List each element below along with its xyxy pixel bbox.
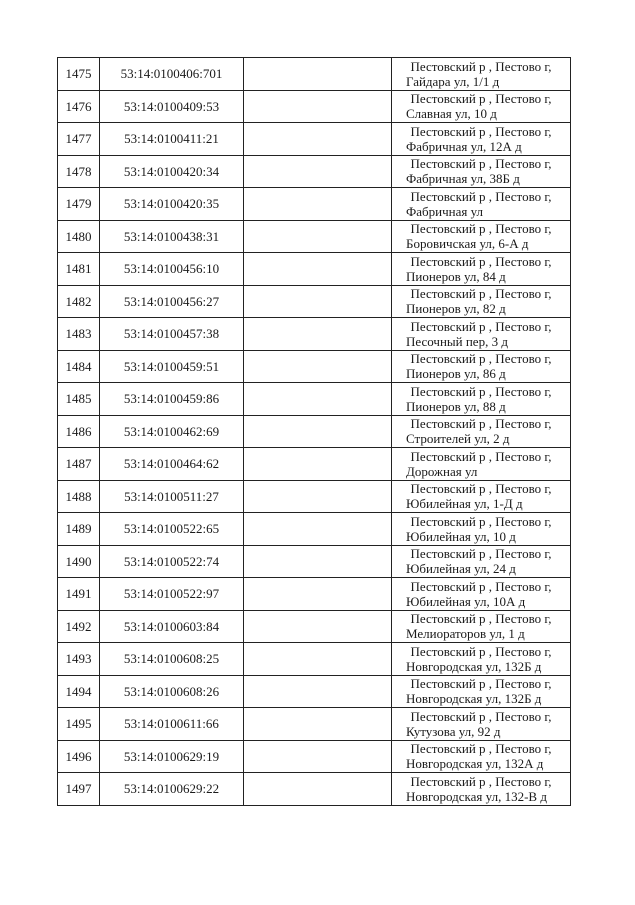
- empty-cell: [244, 123, 392, 156]
- address-cell: [392, 675, 571, 708]
- empty-cell: [244, 643, 392, 676]
- address-cell: [392, 318, 571, 351]
- address-line-street: Юбилейная ул, 10 д: [406, 528, 516, 544]
- address-cell: [392, 740, 571, 773]
- table-row: [58, 123, 571, 156]
- address-cell: [392, 773, 571, 806]
- cadastral-number-cell: 53:14:0100608:25: [100, 643, 244, 676]
- address-line-street: Юбилейная ул, 10А д: [406, 593, 526, 609]
- address-line-district: Пестовский р , Пестово г,: [410, 156, 552, 172]
- address-cell: [392, 90, 571, 123]
- empty-cell: [244, 90, 392, 123]
- row-number-cell: 1488: [58, 480, 100, 513]
- address-line-street: Фабричная ул: [406, 203, 484, 219]
- table-row: [58, 708, 571, 741]
- table-row: [58, 318, 571, 351]
- address-cell: [392, 188, 571, 221]
- row-number-cell: 1487: [58, 448, 100, 481]
- address-cell: [392, 123, 571, 156]
- row-number-cell: 1490: [58, 545, 100, 578]
- table-row: [58, 253, 571, 286]
- cadastral-number-cell: 53:14:0100459:86: [100, 383, 244, 416]
- address-line-district: Пестовский р , Пестово г,: [410, 448, 552, 464]
- cadastral-number-cell: 53:14:0100420:34: [100, 155, 244, 188]
- empty-cell: [244, 318, 392, 351]
- address-line-district: Пестовский р , Пестово г,: [410, 123, 552, 139]
- address-cell: [392, 513, 571, 546]
- cadastral-number-cell: 53:14:0100420:35: [100, 188, 244, 221]
- row-number-cell: 1482: [58, 285, 100, 318]
- empty-cell: [244, 545, 392, 578]
- empty-cell: [244, 480, 392, 513]
- address-line-street: Юбилейная ул, 1-Д д: [406, 496, 523, 512]
- address-line-district: Пестовский р , Пестово г,: [410, 481, 552, 497]
- address-line-district: Пестовский р , Пестово г,: [410, 513, 552, 529]
- address-cell: [392, 480, 571, 513]
- address-cell: [392, 415, 571, 448]
- table-row: [58, 740, 571, 773]
- cadastral-number-cell: 53:14:0100438:31: [100, 220, 244, 253]
- address-line-district: Пестовский р , Пестово г,: [410, 253, 552, 269]
- empty-cell: [244, 415, 392, 448]
- address-cell: [392, 253, 571, 286]
- address-cell: [392, 220, 571, 253]
- address-line-district: Пестовский р , Пестово г,: [410, 773, 552, 789]
- address-line-district: Пестовский р , Пестово г,: [410, 741, 552, 757]
- empty-cell: [244, 220, 392, 253]
- address-line-district: Пестовский р , Пестово г,: [410, 91, 552, 107]
- cadastral-number-cell: 53:14:0100457:38: [100, 318, 244, 351]
- address-cell: [392, 58, 571, 91]
- property-table: [57, 57, 571, 806]
- address-line-street: Новгородская ул, 132Б д: [406, 658, 542, 674]
- table-row: [58, 350, 571, 383]
- address-line-street: Фабричная ул, 38Б д: [406, 171, 520, 187]
- cadastral-number-cell: 53:14:0100629:19: [100, 740, 244, 773]
- row-number-cell: 1478: [58, 155, 100, 188]
- table-row: [58, 578, 571, 611]
- address-line-street: Пионеров ул, 84 д: [406, 268, 506, 284]
- empty-cell: [244, 383, 392, 416]
- address-line-street: Пионеров ул, 86 д: [406, 366, 506, 382]
- empty-cell: [244, 285, 392, 318]
- cadastral-number-cell: 53:14:0100462:69: [100, 415, 244, 448]
- empty-cell: [244, 188, 392, 221]
- table-row: [58, 285, 571, 318]
- cadastral-number-cell: 53:14:0100603:84: [100, 610, 244, 643]
- cadastral-number-cell: 53:14:0100629:22: [100, 773, 244, 806]
- row-number-cell: 1489: [58, 513, 100, 546]
- address-cell: [392, 350, 571, 383]
- address-cell: [392, 643, 571, 676]
- address-line-street: Боровичская ул, 6-А д: [406, 236, 529, 252]
- row-number-cell: 1485: [58, 383, 100, 416]
- cadastral-number-cell: 53:14:0100459:51: [100, 350, 244, 383]
- address-line-district: Пестовский р , Пестово г,: [410, 578, 552, 594]
- cadastral-number-cell: 53:14:0100464:62: [100, 448, 244, 481]
- address-line-street: Гайдара ул, 1/1 д: [406, 73, 500, 89]
- address-line-district: Пестовский р , Пестово г,: [410, 383, 552, 399]
- address-line-street: Славная ул, 10 д: [406, 106, 497, 122]
- table-row: [58, 675, 571, 708]
- row-number-cell: 1477: [58, 123, 100, 156]
- address-cell: [392, 448, 571, 481]
- row-number-cell: 1494: [58, 675, 100, 708]
- address-line-street: Дорожная ул: [406, 463, 478, 479]
- empty-cell: [244, 155, 392, 188]
- cadastral-number-cell: 53:14:0100611:66: [100, 708, 244, 741]
- address-cell: [392, 610, 571, 643]
- empty-cell: [244, 350, 392, 383]
- address-line-street: Фабричная ул, 12А д: [406, 138, 522, 154]
- row-number-cell: 1493: [58, 643, 100, 676]
- row-number-cell: 1476: [58, 90, 100, 123]
- address-line-district: Пестовский р , Пестово г,: [410, 286, 552, 302]
- address-line-street: Кутузова ул, 92 д: [406, 723, 501, 739]
- row-number-cell: 1479: [58, 188, 100, 221]
- address-line-street: Песочный пер, 3 д: [406, 333, 508, 349]
- empty-cell: [244, 740, 392, 773]
- row-number-cell: 1484: [58, 350, 100, 383]
- table-row: [58, 643, 571, 676]
- table-row: [58, 610, 571, 643]
- row-number-cell: 1481: [58, 253, 100, 286]
- address-line-street: Юбилейная ул, 24 д: [406, 561, 516, 577]
- address-cell: [392, 383, 571, 416]
- table-row: [58, 415, 571, 448]
- empty-cell: [244, 448, 392, 481]
- cadastral-number-cell: 53:14:0100522:97: [100, 578, 244, 611]
- address-line-district: Пестовский р , Пестово г,: [410, 188, 552, 204]
- empty-cell: [244, 773, 392, 806]
- address-line-district: Пестовский р , Пестово г,: [410, 708, 552, 724]
- address-cell: [392, 578, 571, 611]
- cadastral-number-cell: 53:14:0100522:65: [100, 513, 244, 546]
- address-line-district: Пестовский р , Пестово г,: [410, 58, 552, 74]
- row-number-cell: 1483: [58, 318, 100, 351]
- table-row: [58, 58, 571, 91]
- table-row: [58, 545, 571, 578]
- cadastral-number-cell: 53:14:0100409:53: [100, 90, 244, 123]
- cadastral-number-cell: 53:14:0100608:26: [100, 675, 244, 708]
- cadastral-number-cell: 53:14:0100406:701: [100, 58, 244, 91]
- address-cell: [392, 545, 571, 578]
- address-line-street: Строителей ул, 2 д: [406, 431, 510, 447]
- empty-cell: [244, 58, 392, 91]
- address-line-street: Новгородская ул, 132Б д: [406, 691, 542, 707]
- table-row: [58, 188, 571, 221]
- address-line-district: Пестовский р , Пестово г,: [410, 318, 552, 334]
- row-number-cell: 1497: [58, 773, 100, 806]
- address-line-district: Пестовский р , Пестово г,: [410, 643, 552, 659]
- table-row: [58, 383, 571, 416]
- address-line-district: Пестовский р , Пестово г,: [410, 351, 552, 367]
- address-line-street: Новгородская ул, 132-В д: [406, 788, 547, 804]
- cadastral-number-cell: 53:14:0100456:27: [100, 285, 244, 318]
- address-line-district: Пестовский р , Пестово г,: [410, 416, 552, 432]
- empty-cell: [244, 578, 392, 611]
- row-number-cell: 1486: [58, 415, 100, 448]
- row-number-cell: 1492: [58, 610, 100, 643]
- empty-cell: [244, 708, 392, 741]
- property-table-body: [58, 58, 571, 806]
- table-row: [58, 513, 571, 546]
- address-line-district: Пестовский р , Пестово г,: [410, 611, 552, 627]
- table-row: [58, 155, 571, 188]
- table-row: [58, 220, 571, 253]
- address-line-street: Мелиораторов ул, 1 д: [406, 626, 525, 642]
- address-line-district: Пестовский р , Пестово г,: [410, 221, 552, 237]
- address-line-district: Пестовский р , Пестово г,: [410, 676, 552, 692]
- table-row: [58, 448, 571, 481]
- cadastral-number-cell: 53:14:0100511:27: [100, 480, 244, 513]
- empty-cell: [244, 253, 392, 286]
- address-cell: [392, 155, 571, 188]
- row-number-cell: 1491: [58, 578, 100, 611]
- address-line-street: Пионеров ул, 88 д: [406, 398, 506, 414]
- row-number-cell: 1495: [58, 708, 100, 741]
- empty-cell: [244, 513, 392, 546]
- empty-cell: [244, 675, 392, 708]
- table-row: [58, 480, 571, 513]
- cadastral-number-cell: 53:14:0100411:21: [100, 123, 244, 156]
- cadastral-number-cell: 53:14:0100456:10: [100, 253, 244, 286]
- address-line-street: Пионеров ул, 82 д: [406, 301, 506, 317]
- empty-cell: [244, 610, 392, 643]
- address-line-district: Пестовский р , Пестово г,: [410, 546, 552, 562]
- table-row: [58, 773, 571, 806]
- address-cell: [392, 708, 571, 741]
- row-number-cell: 1480: [58, 220, 100, 253]
- table-row: [58, 90, 571, 123]
- row-number-cell: 1475: [58, 58, 100, 91]
- row-number-cell: 1496: [58, 740, 100, 773]
- cadastral-number-cell: 53:14:0100522:74: [100, 545, 244, 578]
- address-line-street: Новгородская ул, 132А д: [406, 756, 544, 772]
- address-cell: [392, 285, 571, 318]
